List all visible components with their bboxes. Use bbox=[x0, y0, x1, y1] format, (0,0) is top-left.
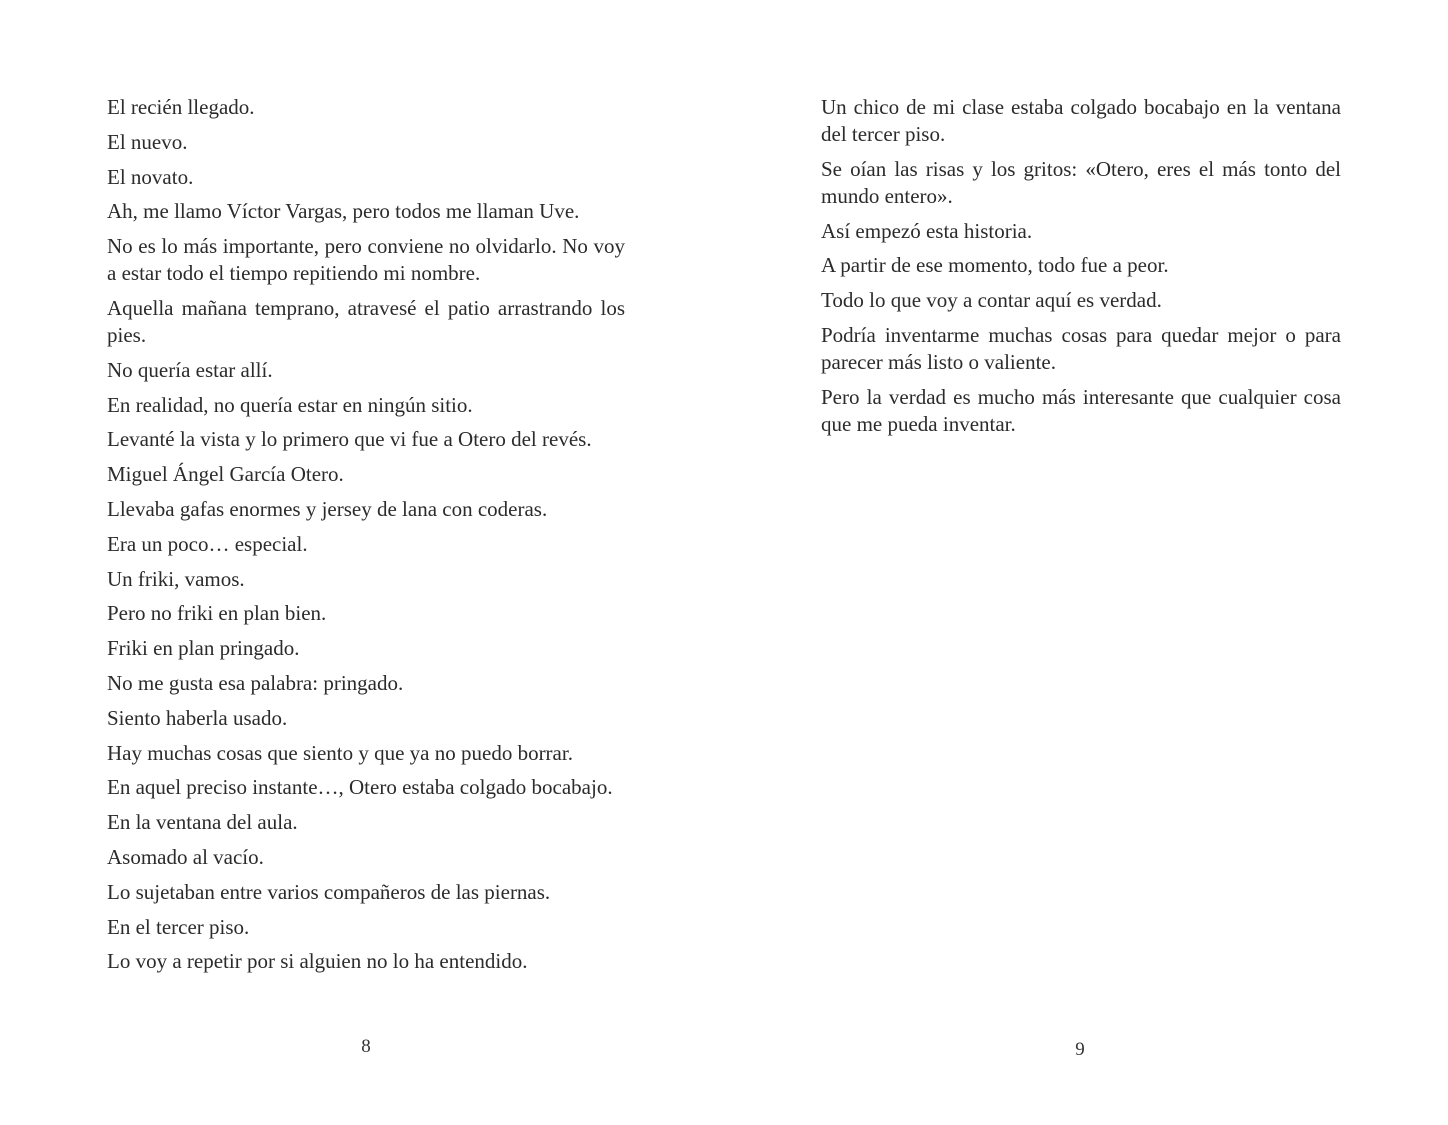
right-page-text bbox=[821, 94, 1341, 446]
paragraph: Asomado al vacío. bbox=[107, 844, 264, 869]
left-page-text bbox=[107, 94, 625, 983]
paragraph: Aquella mañana temprano, atravesé el patio arrastrando los pies. bbox=[107, 295, 625, 347]
paragraph: Friki en plan pringado. bbox=[107, 636, 300, 661]
paragraph: Se oían las risas y los gritos: «Otero, eres el más tonto del mundo entero». bbox=[821, 156, 1341, 208]
paragraph: Levanté la vista y lo primero que vi fue a Otero del revés. bbox=[107, 427, 592, 452]
paragraph: Era un poco… especial. bbox=[107, 531, 308, 556]
paragraph: Hay muchas cosas que siento y que ya no puedo borrar. bbox=[107, 740, 573, 765]
paragraph: Lo sujetaban entre varios compañeros de las piernas. bbox=[107, 879, 551, 904]
paragraph: Pero no friki en plan bien. bbox=[107, 601, 327, 626]
paragraph: En el tercer piso. bbox=[107, 914, 250, 939]
paragraph: Lo voy a repetir por si alguien no lo ha entendido. bbox=[107, 949, 528, 974]
paragraph: Todo lo que voy a contar aquí es verdad. bbox=[821, 288, 1162, 313]
paragraph: En realidad, no quería estar en ningún sitio. bbox=[107, 392, 473, 417]
paragraph: Podría inventarme muchas cosas para quedar mejor o para parecer más listo o valiente. bbox=[821, 322, 1341, 374]
paragraph: Un friki, vamos. bbox=[107, 566, 245, 591]
paragraph: Un chico de mi clase estaba colgado bocabajo en la ventana del tercer piso. bbox=[821, 95, 1341, 146]
paragraph: No me gusta esa palabra: pringado. bbox=[107, 670, 404, 695]
page-number: 8 bbox=[361, 1036, 371, 1057]
paragraph: En aquel preciso instante…, Otero estaba colgado bocabajo. bbox=[107, 775, 613, 800]
page-number: 9 bbox=[1075, 1039, 1085, 1060]
paragraph: El novato. bbox=[107, 164, 194, 189]
paragraph: Así empezó esta historia. bbox=[821, 218, 1033, 243]
paragraph: Pero la verdad es mucho más interesante que cualquier cosa que me pueda inventar. bbox=[821, 384, 1341, 436]
paragraph: El nuevo. bbox=[107, 129, 188, 154]
paragraph: No quería estar allí. bbox=[107, 357, 273, 382]
paragraph: Ah, me llamo Víctor Vargas, pero todos me llaman Uve. bbox=[107, 199, 580, 224]
paragraph: El recién llegado. bbox=[107, 95, 255, 119]
paragraph: No es lo más importante, pero conviene no olvidarlo. No voy a estar todo el tiempo repitiendo mi nombre. bbox=[107, 234, 625, 286]
paragraph: Miguel Ángel García Otero. bbox=[107, 462, 344, 487]
right-page bbox=[724, 0, 1448, 1125]
paragraph: Llevaba gafas enormes y jersey de lana con coderas. bbox=[107, 496, 548, 521]
paragraph: Siento haberla usado. bbox=[107, 705, 288, 730]
paragraph: A partir de ese momento, todo fue a peor. bbox=[821, 253, 1169, 278]
paragraph: En la ventana del aula. bbox=[107, 810, 298, 835]
